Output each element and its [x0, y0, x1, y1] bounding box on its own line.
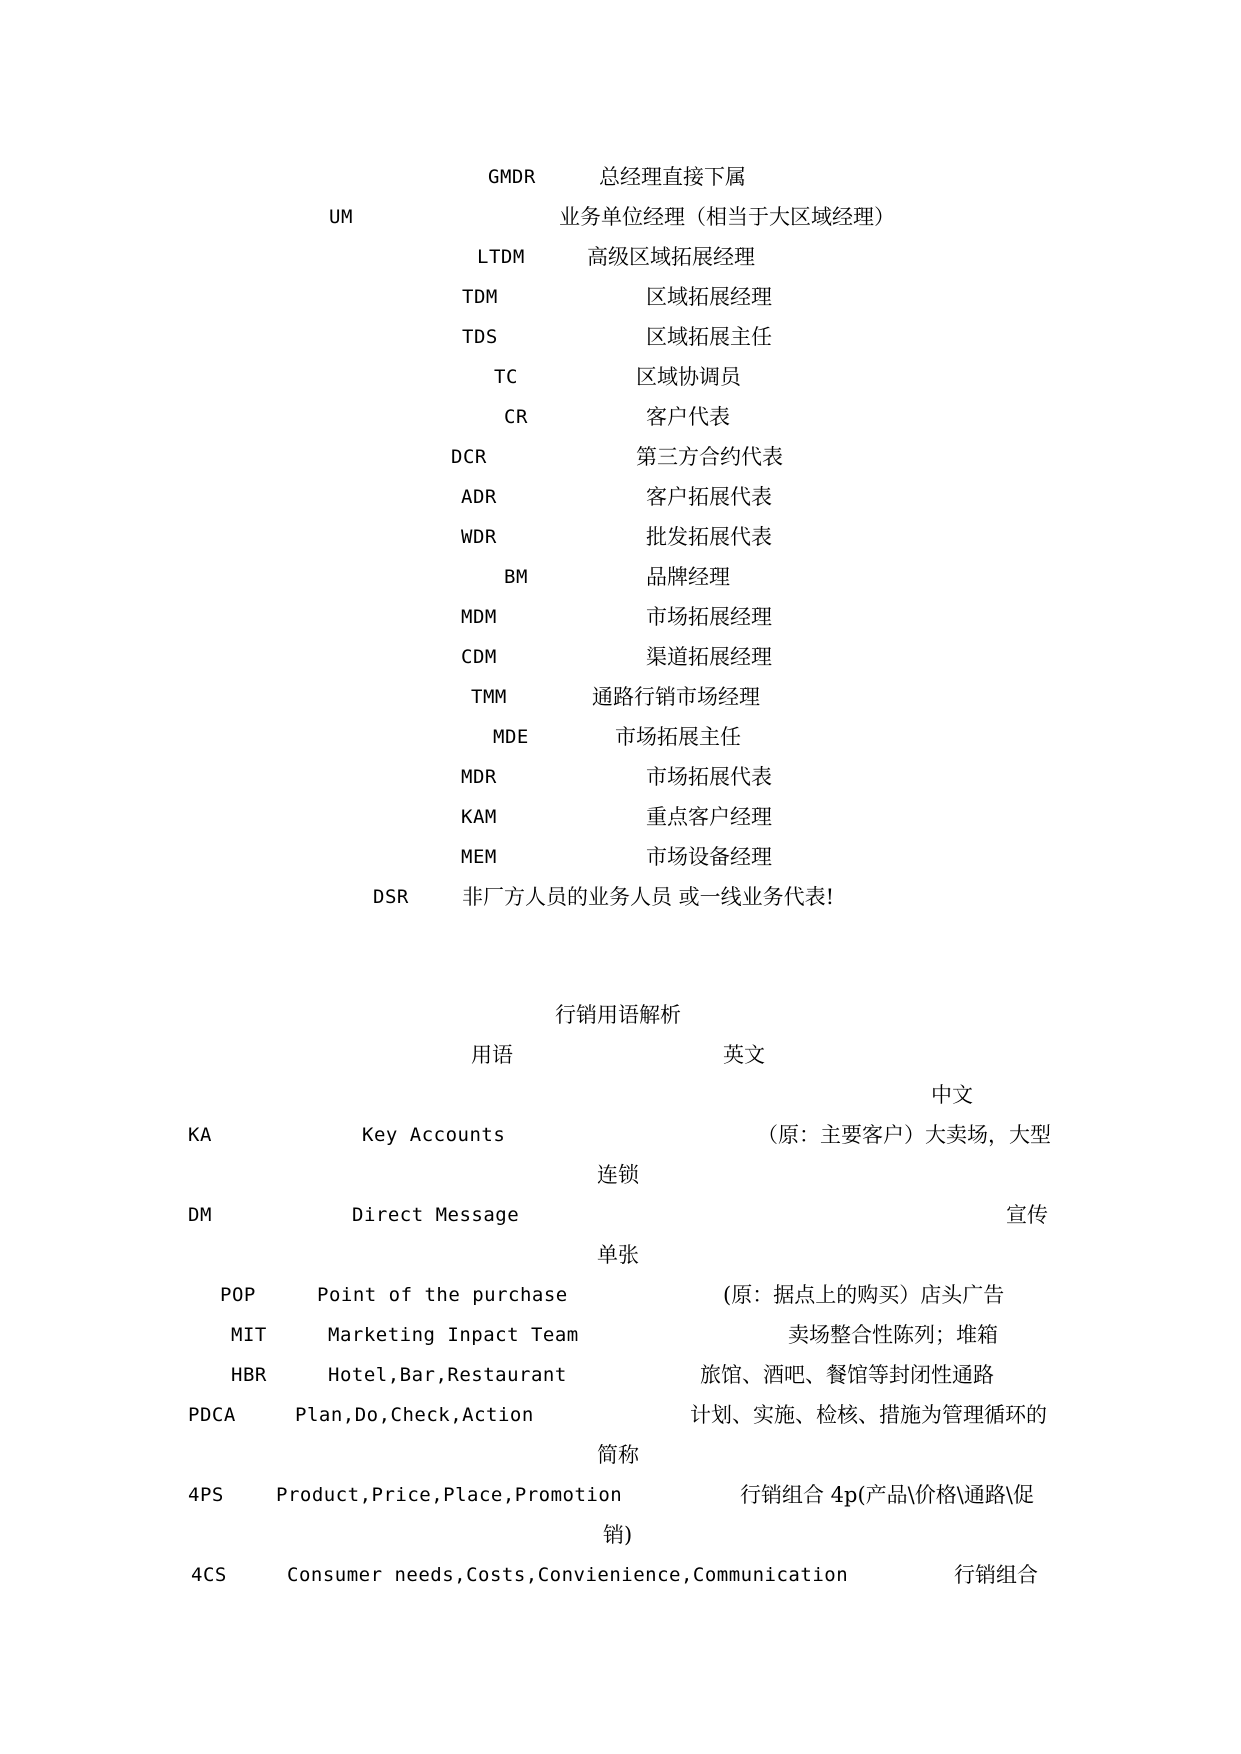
position-meaning: 总经理直接下属: [599, 165, 746, 189]
term-english: Product,Price,Place,Promotion: [276, 1484, 623, 1506]
glossary-title: 行销用语解析: [555, 1003, 681, 1027]
term-abbr: HBR: [231, 1364, 267, 1386]
term-chinese-continued: 销): [603, 1523, 633, 1547]
position-meaning: 区域拓展经理: [646, 285, 772, 309]
term-english: Consumer needs,Costs,Convienience,Communication: [287, 1564, 849, 1586]
position-meaning: 客户代表: [646, 405, 730, 429]
position-abbr: ADR: [461, 486, 497, 508]
position-abbr: CR: [504, 406, 528, 428]
position-meaning: 重点客户经理: [646, 805, 772, 829]
term-chinese: 卖场整合性陈列；堆箱: [788, 1323, 998, 1347]
term-chinese: 计划、实施、检核、措施为管理循环的: [690, 1403, 1047, 1427]
position-meaning: 第三方合约代表: [636, 445, 783, 469]
term-abbr: 4PS: [188, 1484, 224, 1506]
position-abbr: WDR: [461, 526, 497, 548]
position-abbr: MDR: [461, 766, 497, 788]
position-abbr: MDE: [493, 726, 529, 748]
position-abbr: TDS: [462, 326, 498, 348]
position-meaning: 市场拓展主任: [615, 725, 741, 749]
position-meaning: 区域协调员: [636, 365, 741, 389]
term-chinese-continued: 单张: [597, 1243, 639, 1267]
term-chinese: 行销组合 4p(产品\价格\通路\促: [740, 1483, 1034, 1507]
position-abbr: TDM: [462, 286, 498, 308]
term-english: Direct Message: [352, 1204, 520, 1226]
term-abbr: MIT: [231, 1324, 267, 1346]
position-abbr: DSR: [373, 886, 409, 908]
term-chinese-continued: 连锁: [597, 1163, 639, 1187]
term-chinese-continued: 简称: [597, 1443, 639, 1467]
position-meaning: 业务单位经理（相当于大区域经理）: [559, 205, 895, 229]
position-meaning: 通路行销市场经理: [592, 685, 760, 709]
term-english: Marketing Inpact Team: [328, 1324, 579, 1346]
term-chinese: 宣传: [1006, 1203, 1048, 1227]
position-abbr: BM: [504, 566, 528, 588]
position-meaning: 高级区域拓展经理: [587, 245, 755, 269]
position-abbr: TMM: [471, 686, 507, 708]
term-chinese: 旅馆、酒吧、餐馆等封闭性通路: [700, 1363, 994, 1387]
position-abbr: CDM: [461, 646, 497, 668]
term-abbr: PDCA: [188, 1404, 236, 1426]
position-abbr: LTDM: [477, 246, 525, 268]
position-abbr: TC: [494, 366, 518, 388]
position-abbr: MDM: [461, 606, 497, 628]
position-abbr: UM: [329, 206, 353, 228]
term-chinese: 行销组合: [954, 1563, 1038, 1587]
term-abbr: POP: [220, 1284, 256, 1306]
term-chinese: (原：据点上的购买）店头广告: [723, 1283, 1005, 1307]
position-meaning: 区域拓展主任: [646, 325, 772, 349]
position-meaning: 市场设备经理: [646, 845, 772, 869]
position-meaning: 市场拓展经理: [646, 605, 772, 629]
position-meaning: 市场拓展代表: [646, 765, 772, 789]
term-abbr: 4CS: [191, 1564, 227, 1586]
position-abbr: KAM: [461, 806, 497, 828]
column-header-english: 英文: [723, 1043, 765, 1067]
position-meaning: 品牌经理: [646, 565, 730, 589]
position-meaning: 非厂方人员的业务人员 或一线业务代表!: [462, 885, 835, 909]
position-abbr: DCR: [451, 446, 487, 468]
position-meaning: 渠道拓展经理: [646, 645, 772, 669]
position-meaning: 批发拓展代表: [646, 525, 772, 549]
term-abbr: DM: [188, 1204, 212, 1226]
term-english: Plan,Do,Check,Action: [295, 1404, 534, 1426]
term-chinese: （原：主要客户）大卖场，大型: [757, 1123, 1051, 1147]
column-header-chinese: 中文: [931, 1083, 973, 1107]
column-header-term: 用语: [471, 1043, 513, 1067]
term-abbr: KA: [188, 1124, 212, 1146]
term-english: Point of the purchase: [317, 1284, 568, 1306]
position-abbr: GMDR: [488, 166, 536, 188]
term-english: Hotel,Bar,Restaurant: [328, 1364, 567, 1386]
term-english: Key Accounts: [362, 1124, 506, 1146]
position-meaning: 客户拓展代表: [646, 485, 772, 509]
position-abbr: MEM: [461, 846, 497, 868]
